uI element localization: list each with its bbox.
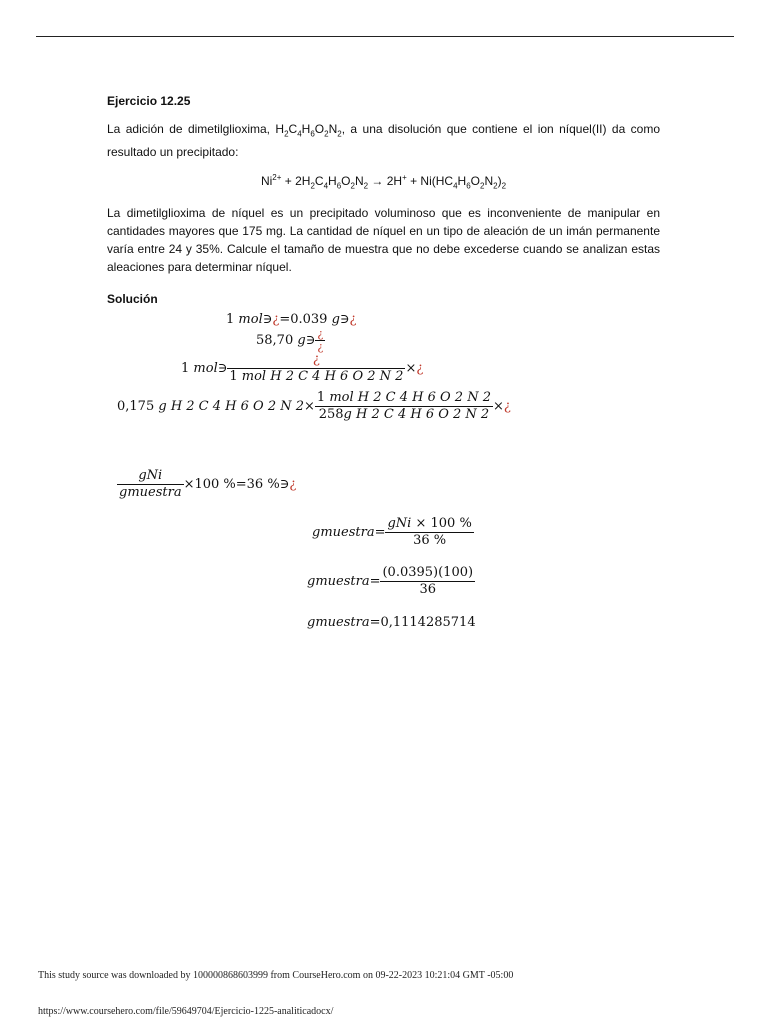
exercise-title: Ejercicio 12.25 [107,94,191,108]
source-url[interactable]: https://www.coursehero.com/file/59649704/Ejercicio-1225-analiticadocx/ [38,1006,334,1017]
equation-3: 1 mol∋ $\frac{¿}{\text{1 mol H 2 C 4 H 6 O 2 N 2}}$ ×¿ [181,352,424,384]
equation-1: 1 mol∋¿=0.039 g∋¿ [226,312,357,327]
solution-title: Solución [107,291,158,306]
equation-8: gmuestra=0,1114285714 [307,615,476,630]
reaction-equation: $Ni^{2+} + 2H_2C_4H_6O_2N_2 \to 2H^+ + Ni(HC_4H_6O_2N_2)_2$ [260,173,507,191]
equation-4: 0,175 g H 2 C 4 H 6 O 2 N 2× $\frac{\text{1 mol H 2 C 4 H 6 O 2 N 2}}{\text{258g H 2 C 4 H 6 O 2 N 2}}$ ×¿ [117,390,511,422]
equation-5: $\frac{\text{gNi}}{\text{gmuestra}}$ ×100 %=36 %∋¿ [119,468,297,500]
download-notice: This study source was downloaded by 100000868603999 from CourseHero.com on 09-22-2023 10:21:04 GMT -05:00 [38,970,514,981]
equation-2: 58,70 g∋ $\frac{¿}{¿}$ [256,327,324,353]
top-rule [36,36,734,37]
intro-paragraph: La adición de dimetilglioxima, $H_2C_4H_6O_2N_2$, a una disolución que contiene el ion níquel(II) da como resultado un precipitado: [107,122,660,160]
problem-paragraph: La dimetilglioxima de níquel es un precipitado voluminoso que es inconveniente de manipular en cantidades mayores que 175 mg. La cantidad de níquel en un tipo de aleación de un imán permanente varía entre 24 y 35%. Calcule el tamaño de muestra que no debe excederse cuando se analizan estas aleaciones para determinar níquel. [107,205,660,274]
equation-7: gmuestra= $\frac{(0.0395)(100)}{36}$ [307,565,474,597]
document-body [107,92,660,308]
equation-6: gmuestra= $\frac{\text{gNi × 100 \%}}{36 \%}$ [312,516,472,548]
